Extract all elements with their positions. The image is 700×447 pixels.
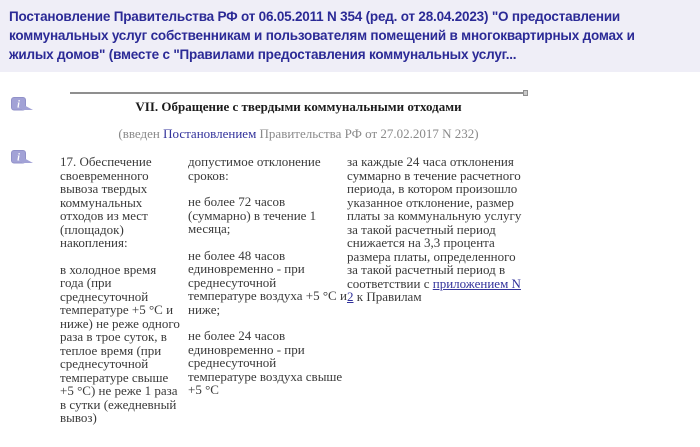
resolution-link[interactable]: Постановлением <box>163 126 257 141</box>
svg-text:i: i <box>17 99 20 111</box>
info-bubble-icon-graphic <box>11 150 39 166</box>
document-title-banner <box>0 0 700 72</box>
section-subtitle <box>70 127 527 141</box>
recalc-text-after: к Правилам <box>353 289 422 304</box>
subtitle-prefix: (введен <box>118 126 164 141</box>
section-title: VII. Обращение с твердыми коммунальными отходами <box>135 99 462 114</box>
paragraph <box>347 155 523 304</box>
info-bubble-icon-graphic <box>11 97 39 113</box>
document-title-link[interactable]: Постановление Правительства РФ от 06.05.2011 N 354 (ред. от 28.04.2023) "О предоставлении коммунальных услуг собственникам и пользователям помещений в многоквартирных домах и жилых домов" (вместе с "Правилами предоставления коммунальных услуг... <box>9 9 635 62</box>
paragraph: 17. Обеспечение своевременного вывоза твердых коммунальных отходов из мест (площадок) накопления: <box>60 154 152 250</box>
info-bubble-icon[interactable] <box>11 97 39 113</box>
table-cell-allowed-deviation <box>188 155 348 410</box>
table-cell-recalculation <box>347 155 523 317</box>
table-cell-requirement <box>60 155 182 438</box>
rule-end-cap <box>523 90 528 96</box>
svg-text:i: i <box>17 152 20 164</box>
paragraph: не более 48 часов единовременно - при среднесуточной температуре воздуха +5 °C и ниже; <box>188 247 347 317</box>
subtitle-suffix: Правительства РФ от 27.02.2017 N 232) <box>256 126 479 141</box>
paragraph: в холодное время года (при среднесуточной температуре +5 °C и ниже) не реже одного раза в трое суток, в теплое время (при среднесуточной температуре свыше +5 °C) не реже 1 раза в сутки (ежедневный вывоз) <box>60 261 180 425</box>
recalc-text-before: за каждые 24 часа отклонения суммарно в течение расчетного периода, в котором произошло указанное отклонение, размер платы за коммунальную услугу за такой расчетный период снижается на 3,3 процента размера платы, определенного за такой расчетный период в соответствии с <box>347 154 522 291</box>
paragraph: не более 72 часов (суммарно) в течение 1 месяца; <box>188 194 317 236</box>
section-heading-block <box>70 100 527 141</box>
section-divider-rule <box>70 92 525 94</box>
paragraph: допустимое отклонение сроков: <box>188 154 321 183</box>
paragraph: не более 24 часов единовременно - при среднесуточной температуре воздуха свыше +5 °C <box>188 328 343 397</box>
appendix-2-link[interactable]: приложением N 2 <box>347 275 521 304</box>
info-bubble-icon[interactable] <box>11 150 39 166</box>
